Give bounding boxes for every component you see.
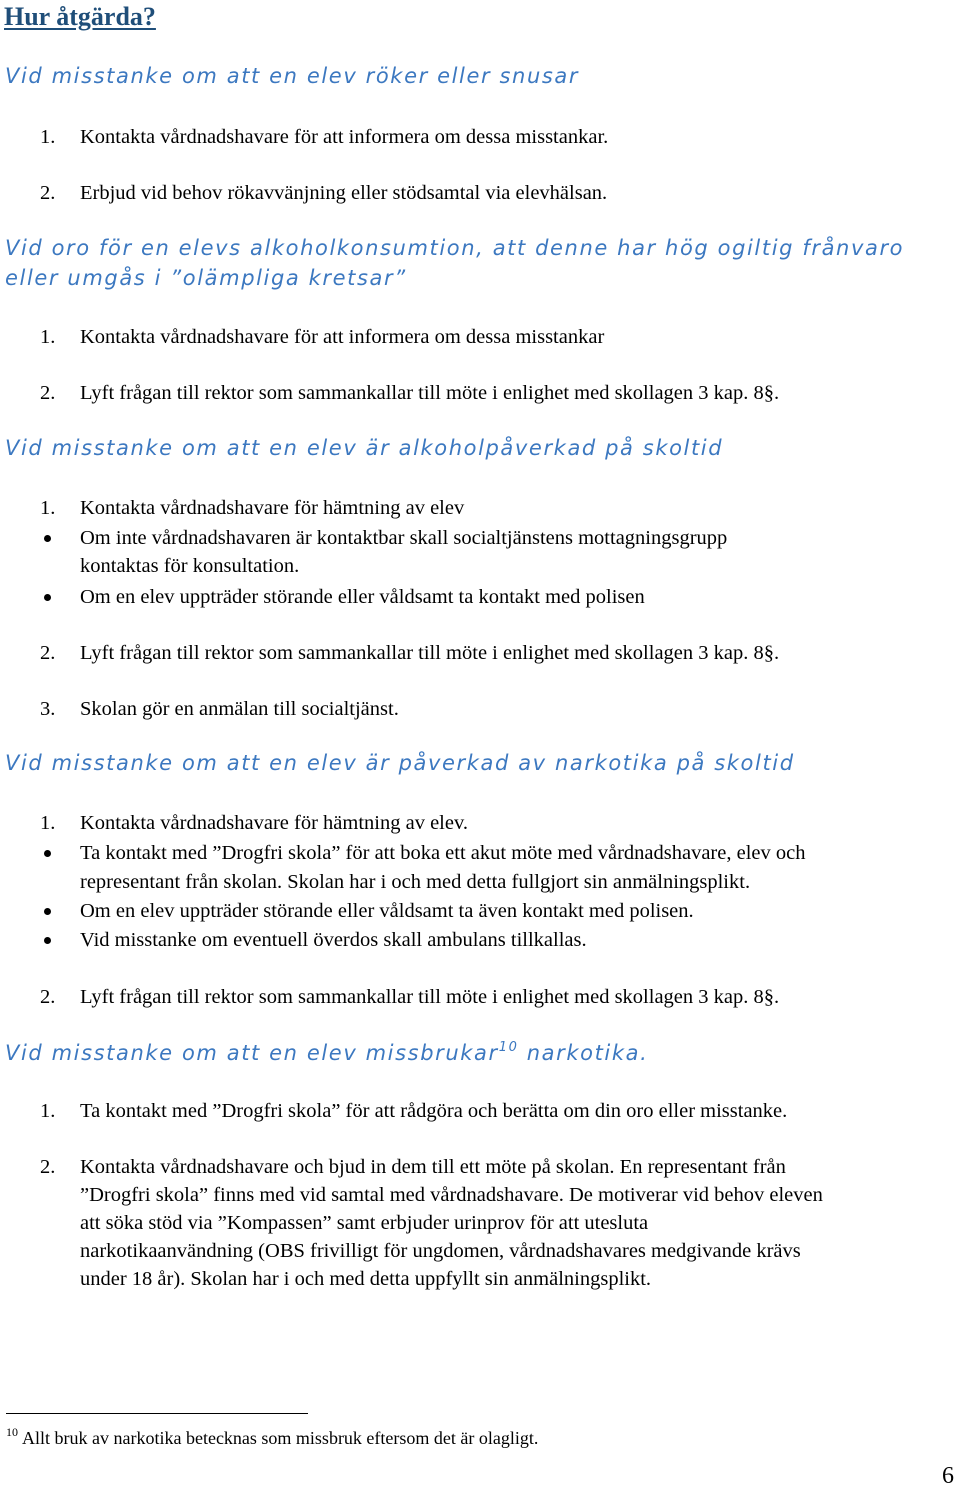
- list-item-line: att söka stöd via ”Kompassen” samt erbjuder urinprov för att utesluta: [80, 1212, 649, 1234]
- bullet-item: Om en elev uppträder störande eller våldsamt ta även kontakt med polisen.: [80, 900, 694, 922]
- list-item: Kontakta vårdnadshavare för att informera om dessa misstankar: [80, 326, 605, 348]
- page-title: Hur åtgärda?: [4, 2, 156, 31]
- footnote-marker: 10: [6, 1425, 18, 1439]
- bullet-icon: [44, 850, 51, 857]
- list-number: 2.: [40, 642, 56, 664]
- heading-text-end: narkotika.: [518, 1041, 649, 1065]
- bullet-item: Vid misstanke om eventuell överdos skall ambulans tillkallas.: [80, 929, 587, 951]
- section-heading-alcohol-concern: Vid oro för en elevs alkoholkonsumtion, att denne har hög ogiltig frånvaro: [5, 236, 905, 260]
- section-heading-narcotics-school: Vid misstanke om att en elev är påverkad av narkotika på skoltid: [5, 751, 795, 775]
- list-number: 1.: [40, 126, 56, 148]
- footnote-divider: [6, 1413, 308, 1414]
- list-number: 1.: [40, 812, 56, 834]
- list-number: 2.: [40, 1156, 56, 1178]
- section-heading-smoking: Vid misstanke om att en elev röker eller snusar: [5, 64, 580, 88]
- list-item: Lyft frågan till rektor som sammankallar till möte i enlighet med skollagen 3 kap. 8§.: [80, 382, 780, 404]
- heading-text: Vid misstanke om att en elev missbrukar: [5, 1041, 499, 1065]
- section-heading-narcotics-abuse: [5, 1040, 648, 1065]
- list-item: Kontakta vårdnadshavare för att informera om dessa misstankar.: [80, 126, 609, 148]
- list-number: 2.: [40, 986, 56, 1008]
- bullet-item: Om inte vårdnadshavaren är kontaktbar skall socialtjänstens mottagningsgrupp: [80, 527, 728, 549]
- list-item: Ta kontakt med ”Drogfri skola” för att rådgöra och berätta om din oro eller misstanke.: [80, 1100, 788, 1122]
- footnote-ref: 10: [498, 1040, 519, 1055]
- list-item-line: under 18 år). Skolan har i och med detta uppfyllt sin anmälningsplikt.: [80, 1268, 652, 1290]
- list-item-line: Kontakta vårdnadshavare och bjud in dem till ett möte på skolan. En representant från: [80, 1156, 786, 1178]
- bullet-item: Om en elev uppträder störande eller våldsamt ta kontakt med polisen: [80, 586, 645, 608]
- list-number: 2.: [40, 182, 56, 204]
- list-number: 2.: [40, 382, 56, 404]
- list-number: 1.: [40, 497, 56, 519]
- list-item-line: ”Drogfri skola” finns med vid samtal med vårdnadshavare. De motiverar vid behov eleven: [80, 1184, 823, 1206]
- list-number: 3.: [40, 698, 56, 720]
- bullet-item: Ta kontakt med ”Drogfri skola” för att boka ett akut möte med vårdnadshavare, elev och: [80, 842, 806, 864]
- bullet-item-cont: kontaktas för konsultation.: [80, 555, 300, 577]
- bullet-icon: [44, 594, 51, 601]
- section-heading-alcohol-school: Vid misstanke om att en elev är alkoholpåverkad på skoltid: [5, 436, 724, 460]
- list-number: 1.: [40, 1100, 56, 1122]
- page-number: 6: [942, 1463, 954, 1489]
- bullet-item-cont: representant från skolan. Skolan har i och med detta fullgjort sin anmälningsplikt.: [80, 871, 751, 893]
- footnote-text: Allt bruk av narkotika betecknas som missbruk eftersom det är olagligt.: [22, 1428, 539, 1448]
- list-item: Kontakta vårdnadshavare för hämtning av elev: [80, 497, 465, 519]
- footnote: [6, 1425, 538, 1449]
- section-heading-alcohol-concern-cont: eller umgås i ”olämpliga kretsar”: [5, 266, 407, 290]
- list-item-line: narkotikaanvändning (OBS frivilligt för ungdomen, vårdnadshavares medgivande krävs: [80, 1240, 801, 1262]
- list-item: Kontakta vårdnadshavare för hämtning av elev.: [80, 812, 469, 834]
- bullet-icon: [44, 908, 51, 915]
- bullet-icon: [44, 937, 51, 944]
- list-number: 1.: [40, 326, 56, 348]
- list-item: Erbjud vid behov rökavvänjning eller stödsamtal via elevhälsan.: [80, 182, 608, 204]
- list-item: Skolan gör en anmälan till socialtjänst.: [80, 698, 399, 720]
- list-item: Lyft frågan till rektor som sammankallar till möte i enlighet med skollagen 3 kap. 8§.: [80, 986, 780, 1008]
- bullet-icon: [44, 535, 51, 542]
- list-item: Lyft frågan till rektor som sammankallar till möte i enlighet med skollagen 3 kap. 8§.: [80, 642, 780, 664]
